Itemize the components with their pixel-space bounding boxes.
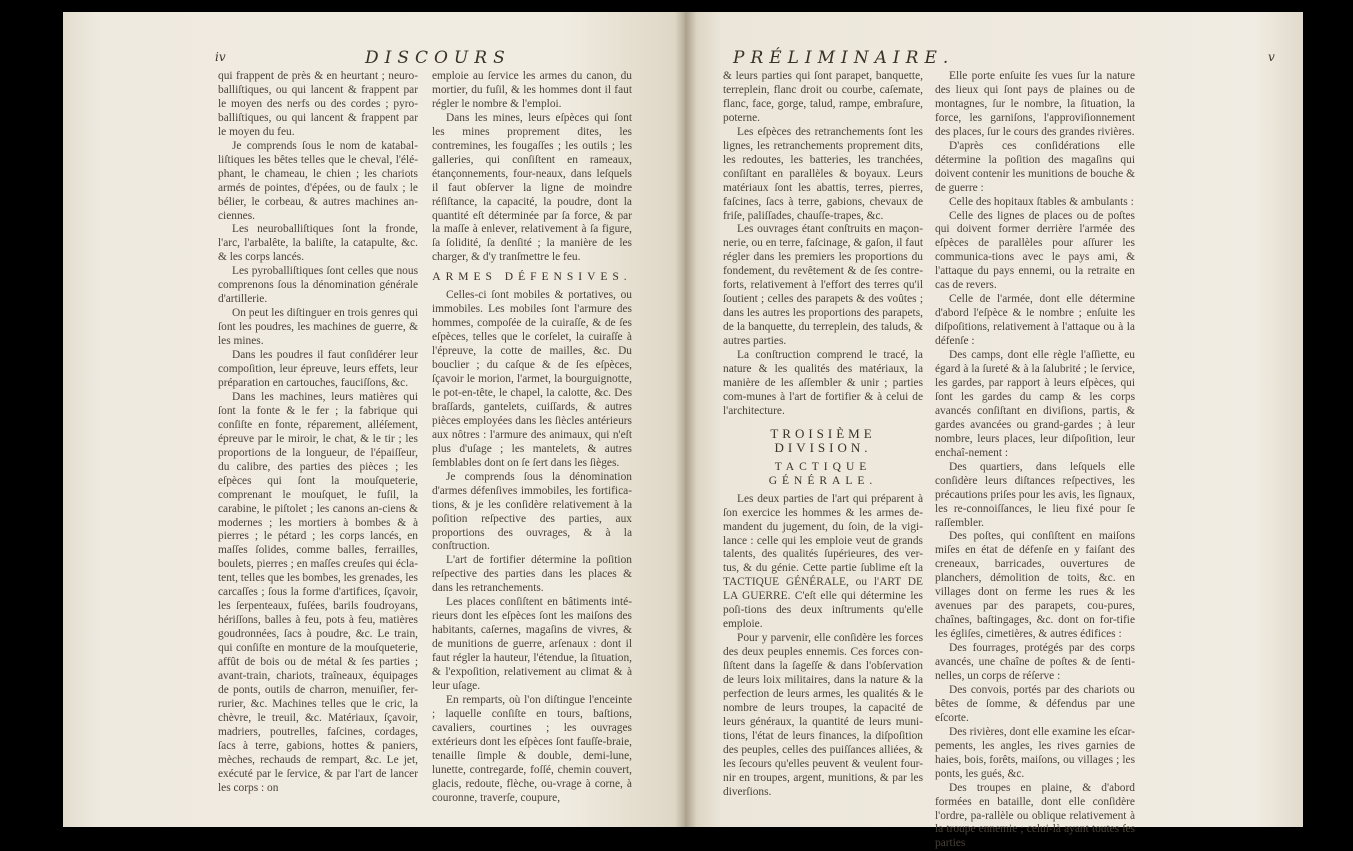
paragraph: Des quartiers, dans leſquels elle conſidère leurs diſtances reſpectives, les précautions priſes pour les avis, les ſignaux, les re-connoiſſances, le lieu fixé pour ſe raſſembler.	[935, 460, 1135, 529]
column-1	[218, 70, 418, 796]
running-header-left: DISCOURS	[365, 48, 511, 68]
running-header-right: PRÉLIMINAIRE.	[733, 48, 955, 68]
paragraph: & leurs parties qui ſont parapet, banquette, terreplein, flanc droit ou courbe, caſemate, flanc, face, gorge, talud, rampe, embraſure, poterne.	[723, 70, 923, 124]
column-3	[723, 70, 923, 800]
paragraph: Les deux parties de l'art qui préparent à ſon exercice les hommes & les armes de-mandent du jugement, du ſoin, de la vigi-lance : celle qui les emploie veut de grands talents, des qualités ſupérieures, des ver-tus, & du génie. Cette partie ſublime eſt la TACTIQUE GÉNÉRALE, ou l'ART DE LA GUERRE. C'eſt elle qui détermine les poſi-tions des deux inſtruments qu'elle emploie.	[723, 492, 923, 631]
paragraph: Celle des hopitaux ſtables & ambulants :	[949, 195, 1134, 208]
paragraph: Celles-ci ſont mobiles & portatives, ou immobiles. Les mobiles ſont l'armure des hommes, compoſée de la cuiraſſe, & de ſes eſpèces, telles que le corſelet, la cuiraſſe à l'épreuve, la cotte de mailles, &c. Du bouclier ; du caſque & de ſes eſpèces, ſçavoir le morion, l'armet, la bourguignotte, le pot-en-tête, le chapel, la calotte, &c. Des braſſards, gantelets, cuiſſards, & autres pièces employées dans les ſiècles antérieurs aux nôtres : l'armure des animaux, qui n'eſt plus d'uſage ; les mantelets, & autres ſemblables dont on ſe ſert dans les ſièges.	[432, 289, 632, 469]
paragraph: Des troupes en plaine, & d'abord formées en bataille, dont elle conſidère l'ordre, pa-rallèle ou oblique relativement à la troupe ennemie ; celui-là ayant toutes ſes parties	[935, 781, 1135, 850]
paragraph: Elle porte enſuite ſes vues ſur la nature des lieux qui ſont pays de plaines ou de montagnes, ſur le nombre, la ſituation, la force, les garniſons, l'approviſionnement des places, ſur le cours des grandes rivières.	[935, 70, 1135, 138]
paragraph: Je comprends ſous la dénomination d'armes défenſives immobiles, les fortifica-tions, & je les conſidère relativement à la poſition reſpective des parties, aux proportions des ouvrages, & à la conſtruction.	[432, 470, 632, 553]
paragraph: Des rivières, dont elle examine les eſcar-pements, les angles, les rives garnies de haies, bois, forêts, maiſons, ou villages ; les ponts, les gués, &c.	[935, 725, 1135, 780]
section-heading-tactique: TACTIQUE GÉNÉRALE.	[768, 460, 878, 487]
paragraph: Des convois, portés par des chariots ou bêtes de ſomme, & défendus par une eſcorte.	[935, 683, 1135, 724]
paragraph: Celle de l'armée, dont elle détermine d'abord l'eſpèce & le nombre ; enſuite les diſpoſitions, relativement à l'attaque ou à la défenſe :	[935, 293, 1135, 348]
book-spread	[63, 12, 1303, 850]
paragraph: Dans les machines, leurs matières qui ſont la fonte & le fer ; la fabrique qui conſiſte en fonte, réparement, alléſement, épreuve par le miroir, le chat, & le tir ; les proportions de la longueur, de l'épaiſſeur, du calibre, des parties des pièces ; les eſpèces qui ſont la mouſqueterie, comprenant le mouſquet, le fuſil, la carabine, le piſtolet ; les canons an-ciens & modernes ; les mortiers à bombes & à pierres ; le pétard ; les corps lancés, en maſſes ſolides, comme balles, ferrailles, boulets, pierres ; en maſſes creuſes qui écla-tent, telles que les bombes, les grenades, les carcaſſes ; ſous la forme d'artifices, ſçavoir, les ſerpenteaux, fuſées, barils foudroyans, hériſſons, balles à feu, pots à feu, matières goudronnées, ſacs à poudre, &c. Le train, qui conſiſte en monture de la mouſqueterie, affût de bois ou de métal & ſes parties ; avant-train, chariots, traîneaux, équipages de ponts, outils de charron, menuiſier, fer-rurier, &c. Machines telles que le cric, la chèvre, le treuil, &c. Matériaux, ſçavoir, madriers, poutrelles, faſcines, cordages, ſacs à terre, gabions, hottes & paniers, mèches, rechauds de rempart, &c. Le jet, exécuté par le ſervice, & par l'art de lancer les corps : on	[218, 390, 418, 794]
paragraph: Dans les mines, leurs eſpèces qui ſont les mines proprement dites, les contremines, les fougaſſes ; les outils ; les galleries, qui conſiſtent en rameaux, étançonnements, four-neaux, dans leſquels il faut obſerver la ligne de moindre réſiſtance, la capacité, la poudre, dont la quantité eſt déterminée par ſa force, & par la maſſe à enlever, relativement à ſa figure, ſa ſolidité, ſa denſité ; la manière de les charger, & d'y tranſmettre le feu.	[432, 111, 632, 264]
paragraph: Dans les poudres il faut conſidérer leur compoſition, leur épreuve, leurs effets, leur préparation en cartouches, fauciſſons, &c.	[218, 349, 418, 389]
book-gutter	[675, 12, 697, 827]
paragraph: qui frappent de près & en heurtant ; neuro-balliſtiques, ou qui lancent & frappent par le moyen des nerfs ou des cordes ; pyro-balliſtiques, ou qui lancent & frappent par le moyen du feu.	[218, 70, 418, 138]
paragraph: En remparts, où l'on diſtingue l'enceinte ; laquelle conſiſte en tours, baſtions, cavaliers, courtines ; les ouvrages extérieurs dont les eſpèces ſont fauſſe-braie, tenaille ſimple & double, demi-lune, lunette, contregarde, foſſé, chemin couvert, glacis, redoute, flèche, ou-vrage à corne, à couronne, traverſe, coupure,	[432, 693, 632, 804]
paragraph: emploie au ſervice les armes du canon, du mortier, du fuſil, & les hommes dont il faut régler le nombre & l'emploi.	[432, 70, 632, 110]
paragraph: Les neuroballiſtiques ſont la fronde, l'arc, l'arbalête, la baliſte, la catapulte, &c. & les corps lancés.	[218, 223, 418, 264]
paragraph: La conſtruction comprend le tracé, la nature & les qualités des matériaux, la manière de les aſſembler & unir ; parties com-munes à l'art de fortifier & à celui de l'architecture.	[723, 349, 923, 417]
paragraph: Celle des lignes de places ou de poſtes qui doivent former derrière l'armée des eſpèces de parallèles pour aſſurer les communica-tions avec le pays ami, & l'attaque du pays ennemi, ou la retraite en cas de revers.	[935, 209, 1135, 292]
paragraph: Pour y parvenir, elle conſidère les forces des deux peuples ennemis. Ces forces con-ſiſtent dans la ſageſſe & dans l'obſervation de leurs loix militaires, dans la nature & la perfection de leurs armes, les qualités & le nombre de leurs troupes, la capacité de leurs généraux, la quantité de leurs muni-tions, l'état de leurs finances, la diſpoſition des peuples, celles des puiſſances alliées, & les ſecours qu'elles peuvent & veulent four-nir en troupes, argent, munitions, & par les diverſions.	[723, 632, 923, 798]
paragraph: Je comprends ſous le nom de katabal-liſtiques les bêtes telles que le cheval, l'élé-phant, le chameau, le chien ; les chariots armés de pointes, d'épées, ou de faulx ; le bélier, le corbeau, & autres machines an-ciennes.	[218, 139, 418, 222]
paragraph: Les places conſiſtent en bâtiments inté-rieurs dont les eſpèces ſont les maiſons des habitants, caſernes, magaſins de vivres, & de munitions de guerre, arſenaux : dont il faut régler la hauteur, l'étendue, la ſituation, & l'expoſition, relativement au climat & à leur uſage.	[432, 596, 632, 692]
left-page	[63, 12, 685, 827]
paragraph: Les ouvrages étant conſtruits en maçon-nerie, ou en terre, faſcinage, & gaſon, il faut régler dans les premiers les proportions du fondement, du revêtement & de ſes contre-forts, relativement à l'effort des terres qu'il ſoutient ; celles des parapets & des voûtes ; dans les autres les proportions des parapets, de la banquette, du terreplein, des taluds, & autres parties.	[723, 223, 923, 348]
column-2	[432, 70, 632, 806]
division-heading: TROISIÈME DIVISION.	[770, 425, 876, 455]
section-heading-armes-defensives: ARMES DÉFENSIVES.	[432, 271, 632, 284]
paragraph: On peut les diſtinguer en trois genres qui ſont les poudres, les machines de guerre, & les mines.	[218, 307, 418, 348]
column-4	[935, 70, 1135, 851]
right-page	[685, 12, 1303, 850]
paragraph: Des poſtes, qui conſiſtent en maiſons miſes en état de défenſe en y faiſant des creneaux, barricades, ouvertures de planchers, démolition de toits, &c. en villages dont on ferme les rues & les avenues par des parapets, cou-pures, chaînes, baſtingages, &c. dont on for-tifie les égliſes, cimetières, & autres édifices :	[935, 530, 1135, 641]
page-number-left: iv	[215, 50, 226, 64]
paragraph: Les eſpèces des retranchements ſont les lignes, les retranchements proprement dits, les redoutes, les batteries, les tranchées, conſiſtant en parallèles & boyaux. Leurs matériaux ſont les abattis, terres, pierres, faſcines, ſacs à terre, gabions, chevaux de friſe, paliſſades, chauſſe-trapes, &c.	[723, 125, 923, 222]
paragraph: D'après ces conſidérations elle détermine la poſition des magaſins qui doivent contenir les munitions de bouche & de guerre :	[935, 139, 1135, 194]
paragraph: Des fourrages, protégés par des corps avancés, une chaîne de poſtes & de ſenti-nelles, un corps de réſerve :	[935, 642, 1135, 682]
page-number-right: v	[1268, 50, 1275, 64]
paragraph: Les pyroballiſtiques ſont celles que nous comprenons ſous la dénomination générale d'artillerie.	[218, 265, 418, 306]
paragraph: L'art de fortifier détermine la poſition reſpective des parties dans les places & dans les retranchements.	[432, 554, 632, 595]
paragraph: Des camps, dont elle règle l'aſſiette, eu égard à la ſureté & à la ſalubrité ; le ſervice, les gardes, par rapport à leurs eſpèces, qui ſont les gardes du camp & les corps avancés conſiſtant en diviſions, partis, & gardes avancées ou grand-gardes ; à leur nombre, leurs places, leur diſpoſition, leur enchaî-nement :	[935, 349, 1135, 459]
